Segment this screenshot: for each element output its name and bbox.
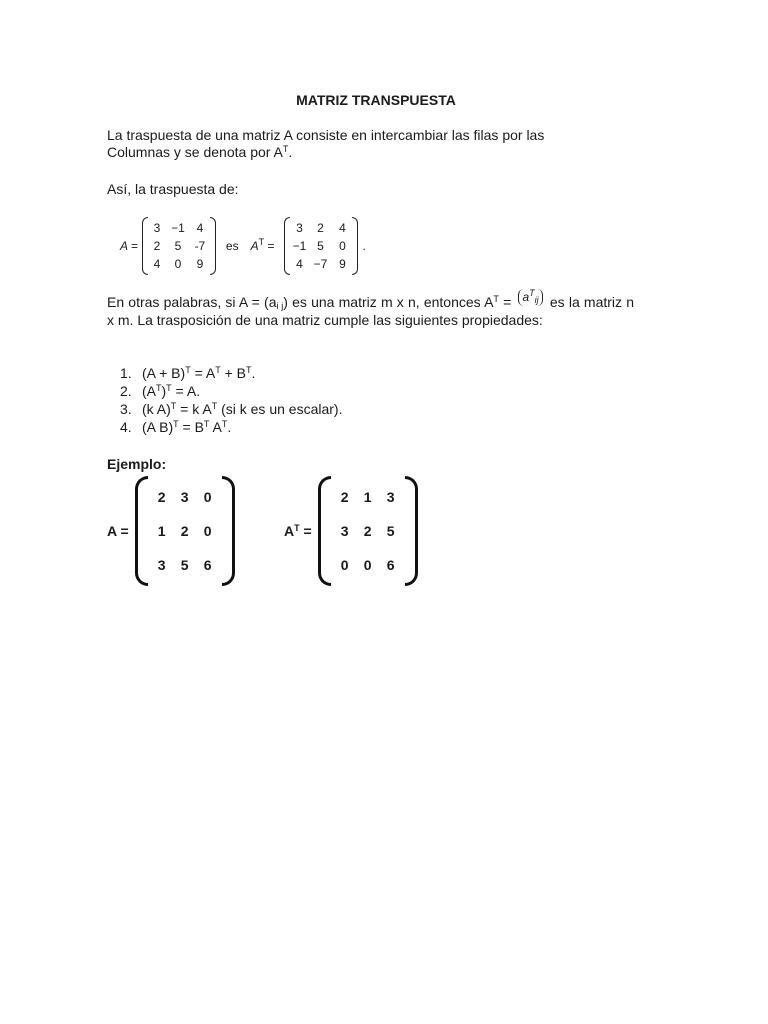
- matrix-cell: 4: [339, 221, 346, 235]
- es-word: es: [225, 239, 239, 253]
- matrix-cell: 0: [339, 239, 346, 253]
- matrix-cell: −1: [171, 221, 185, 235]
- matrix-cell: -7: [194, 239, 206, 253]
- matrix-cell: 2: [180, 523, 189, 539]
- right-bracket: [352, 217, 358, 275]
- matrix-cell: 5: [180, 557, 189, 573]
- matrix-cell: 3: [340, 523, 349, 539]
- asi-paragraph: Así, la traspuesta de:: [107, 181, 239, 197]
- matrix-cell: 3: [386, 489, 395, 505]
- matrix-cell: 5: [317, 239, 324, 253]
- intro-line-2: Columnas y se denota por $A^T$.: [107, 144, 293, 160]
- matrix-cell: 0: [203, 489, 212, 505]
- matrix-cell: 3: [296, 221, 303, 235]
- intro-paragraph: [107, 127, 634, 161]
- matrix-cell: 4: [153, 257, 161, 271]
- matrix-cell: 1: [157, 523, 166, 539]
- property-number: 1.: [120, 365, 132, 381]
- matrix-at-label: $A^T$ =: [250, 237, 275, 253]
- property-text: $(A^T)^T = A$.: [142, 383, 201, 399]
- matrix-cell: 5: [174, 239, 182, 253]
- matrix-a-label: A =: [107, 523, 129, 539]
- property-item: [120, 400, 342, 418]
- matrix-a-grid: [148, 480, 222, 582]
- example2-matrix-at: [284, 476, 418, 586]
- matrix-a-label: A =: [120, 239, 138, 253]
- matrix-cell: −1: [292, 239, 307, 253]
- properties-list: [120, 364, 342, 436]
- matrix-at-label: $A^T$ =: [284, 523, 312, 539]
- matrix-cell: 3: [153, 221, 161, 235]
- matrix-cell: 1: [363, 489, 372, 505]
- matrix-a: [142, 217, 216, 275]
- property-item: [120, 418, 342, 436]
- matrix-cell: 6: [386, 557, 395, 573]
- property-item: [120, 364, 342, 382]
- matrix-cell: 2: [363, 523, 372, 539]
- matrix-cell: 4: [196, 221, 204, 235]
- matrix-cell: 3: [157, 557, 166, 573]
- matrix-cell: 2: [340, 489, 349, 505]
- property-number: 3.: [120, 401, 132, 417]
- example1-row: [120, 214, 366, 278]
- matrix-a-grid: [148, 219, 210, 273]
- matrix-cell: 0: [174, 257, 182, 271]
- otras-paragraph: En otras palabras, si $A = (a_{i j})$ es una matriz m x n, entonces $A^T = a^T_{ij}$ es la matriz n x m. La trasposición de una matriz cumple las siguientes propiedades:: [107, 288, 634, 328]
- matrix-cell: 0: [203, 523, 212, 539]
- property-text: (A $B)^T = B^T$ $A^T$.: [142, 419, 232, 435]
- matrix-cell: 2: [153, 239, 161, 253]
- matrix-at-grid: [331, 480, 405, 582]
- matrix-cell: −7: [313, 257, 328, 271]
- matrix-cell: 2: [317, 221, 324, 235]
- right-bracket: [222, 476, 235, 586]
- matrix-cell: 0: [340, 557, 349, 573]
- matrix-cell: 9: [339, 257, 346, 271]
- aij-transpose-symbol: $a^T_{ij}$: [518, 289, 542, 306]
- period: .: [362, 239, 366, 253]
- matrix-cell: 5: [386, 523, 395, 539]
- page-title: MATRIZ TRANSPUESTA: [296, 92, 456, 108]
- example2-matrix-a: [107, 476, 235, 586]
- left-bracket: [318, 476, 331, 586]
- matrix-cell: 3: [180, 489, 189, 505]
- property-number: 4.: [120, 419, 132, 435]
- property-text: (k A)$^T$ = k $A^T$ (si k es un escalar).: [142, 401, 343, 417]
- property-number: 2.: [120, 383, 132, 399]
- property-item: [120, 382, 342, 400]
- right-bracket: [210, 217, 216, 275]
- left-bracket: [135, 476, 148, 586]
- matrix-cell: 4: [296, 257, 303, 271]
- matrix-at-grid: [290, 219, 352, 273]
- matrix-cell: 6: [203, 557, 212, 573]
- matrix-cell: 9: [196, 257, 204, 271]
- intro-line-1: La traspuesta de una matriz A consiste en intercambiar las filas por las: [107, 127, 545, 143]
- matrix-at: [284, 217, 358, 275]
- right-bracket: [405, 476, 418, 586]
- matrix-cell: 2: [157, 489, 166, 505]
- property-text: $(A + B)^T = A^T + B^T$.: [142, 365, 256, 381]
- matrix-cell: 0: [363, 557, 372, 573]
- ejemplo-label: Ejemplo:: [107, 456, 167, 472]
